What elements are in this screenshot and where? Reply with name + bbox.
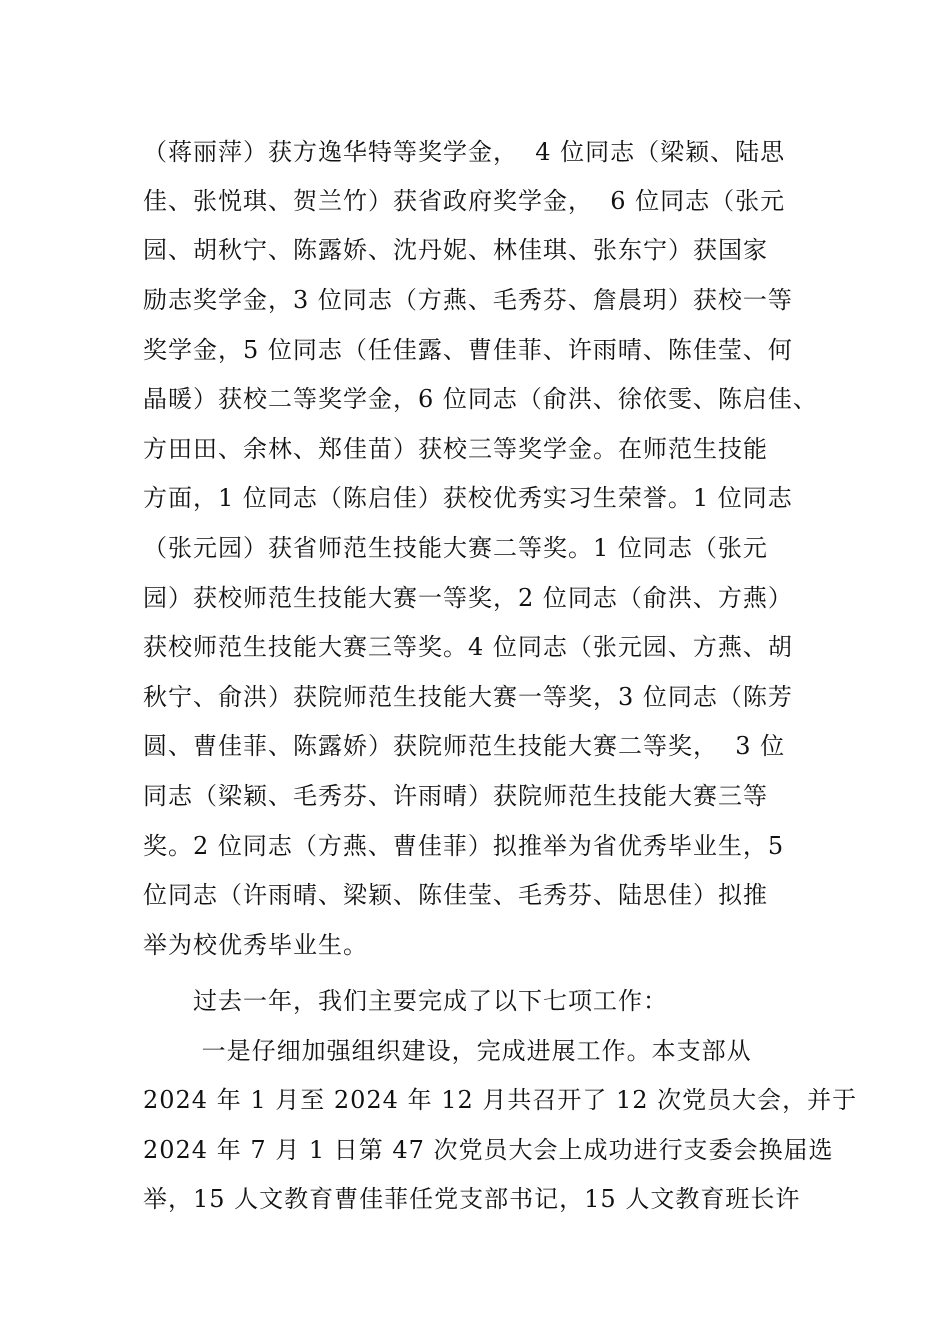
text-line: 位同志（许雨晴、梁颖、陈佳莹、毛秀芬、陆思佳）拟推 bbox=[143, 881, 768, 909]
text-line: 举为校优秀毕业生。 bbox=[143, 931, 368, 959]
text-line: 园、胡秋宁、陈露娇、沈丹妮、林佳琪、张东宁）获国家 bbox=[143, 236, 768, 264]
text-line: 方田田、余林、郑佳苗）获校三等奖学金。在师范生技能 bbox=[143, 435, 768, 463]
text-line: 获校师范生技能大赛三等奖。4 位同志（张元园、方燕、胡 bbox=[143, 633, 793, 661]
text-line: 晶暖）获校二等奖学金，6 位同志（俞洪、徐依雯、陈启佳、 bbox=[143, 385, 818, 413]
text-line: 秋宁、俞洪）获院师范生技能大赛一等奖，3 位同志（陈芳 bbox=[143, 683, 793, 711]
text-line: 奖。2 位同志（方燕、曹佳菲）拟推举为省优秀毕业生，5 bbox=[143, 832, 785, 860]
text-line: 佳、张悦琪、贺兰竹）获省政府奖学金， 6 位同志（张元 bbox=[143, 187, 786, 215]
text-line: 2024 年 1 月至 2024 年 12 月共召开了 12 次党员大会，并于 bbox=[143, 1086, 858, 1114]
text-line: 一是仔细加强组织建设，完成进展工作。本支部从 bbox=[193, 1037, 752, 1065]
text-line: 2024 年 7 月 1 日第 47 次党员大会上成功进行支委会换届选 bbox=[143, 1136, 834, 1164]
text-line: （蒋丽萍）获方逸华特等奖学金， 4 位同志（梁颖、陆思 bbox=[143, 138, 786, 166]
text-line: （张元园）获省师范生技能大赛二等奖。1 位同志（张元 bbox=[143, 534, 768, 562]
text-line: 同志（梁颖、毛秀芬、许雨晴）获院师范生技能大赛三等 bbox=[143, 782, 768, 810]
text-line: 园）获校师范生技能大赛一等奖，2 位同志（俞洪、方燕） bbox=[143, 584, 793, 612]
text-line: 圆、曹佳菲、陈露娇）获院师范生技能大赛二等奖， 3 位 bbox=[143, 732, 786, 760]
paragraph-heading-line: 过去一年，我们主要完成了以下七项工作： bbox=[193, 987, 668, 1015]
text-line: 方面，1 位同志（陈启佳）获校优秀实习生荣誉。1 位同志 bbox=[143, 484, 793, 512]
text-line: 奖学金，5 位同志（任佳露、曹佳菲、许雨晴、陈佳莹、何 bbox=[143, 336, 793, 364]
text-line: 励志奖学金，3 位同志（方燕、毛秀芬、詹晨玥）获校一等 bbox=[143, 286, 793, 314]
text-line: 举，15 人文教育曹佳菲任党支部书记，15 人文教育班长许 bbox=[143, 1185, 801, 1213]
